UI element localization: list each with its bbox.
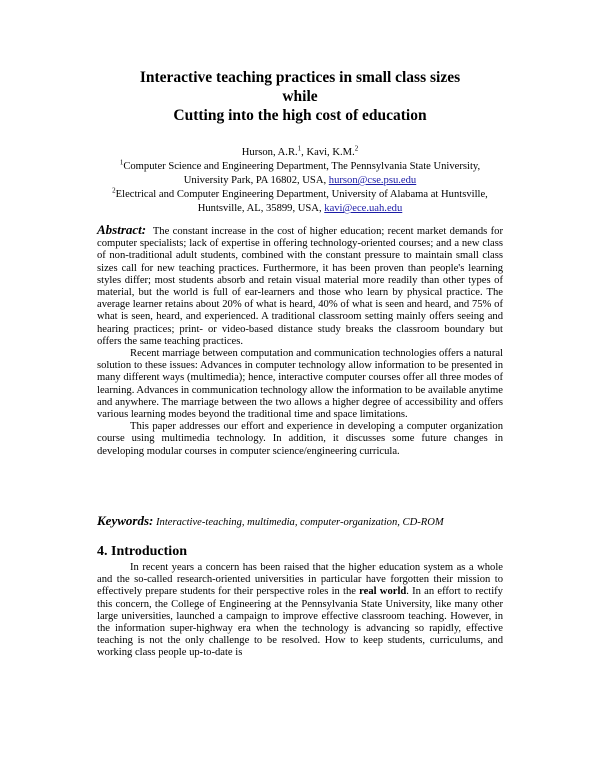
abstract-label: Abstract:	[97, 222, 147, 237]
email-link-kavi[interactable]: kavi@ece.uah.edu	[324, 203, 403, 214]
keywords-label: Keywords:	[97, 513, 154, 528]
affiliation-2-address: Huntsville, AL, 35899, USA, kavi@ece.uah.edu	[197, 203, 403, 214]
abstract-paragraph-3: This paper addresses our effort and experience in developing a computer organization course using multimedia technology. In addition, it discusses some future changes in developing modular courses in computer science/engineering curricula.	[97, 421, 503, 457]
affiliation-2: $^2$Electrical and Computer Engineering Department, University of Alabama at Huntsville,	[112, 186, 488, 200]
author-names: Hurson, A.R.$^1$, Kavi, K.M.$^2$	[241, 144, 359, 158]
keywords-text: Interactive-teaching, multimedia, computer-organization, CD-ROM	[156, 517, 444, 528]
affiliation-1-address: University Park, PA 16802, USA, hurson@cse.psu.edu	[183, 175, 417, 186]
keywords-line	[97, 513, 503, 529]
abstract-paragraph-1: Abstract: The constant increase in the cost of higher education; recent market demands for computer specialists; lack of expertise in offering technology-oriented courses; and a new class of non-traditional adult students, combined with the constant pressure to maintain small class sizes call for new teaching practices. Furthermore, it has been proven than people's learning styles differ; most students absorb and retain visual material more readily than other types of material, but the world is full of ear-learners and those who learn by physical practice. The average learner retains about 20% of what is heard, 40% of what is seen and heard, and 75% of what is seen, heard, and experienced. A traditional classroom setting mainly offers seeing and hearing practices; print- or video-based distance study breaks the classroom boundary but offers the same teaching practices.	[97, 222, 504, 347]
abstract-section	[97, 224, 503, 458]
author-block	[60, 146, 540, 216]
email-link-hurson[interactable]: hurson@cse.psu.edu	[328, 175, 417, 186]
introduction-section	[97, 562, 503, 660]
abstract-paragraph-2: Recent marriage between computation and communication technologies offers a natural solution to these issues: Advances in computer technology allow information to be presented in many different ways (multimedia); hence, interactive computer courses offer all three modes of learning. Advances in communication technology allow the information to be available anytime and anywhere. The marriage between the two allows a higher degree of accessibility and offers various learning modes beyond the traditional time and space limitations.	[97, 348, 503, 421]
affiliation-1: $^1$Computer Science and Engineering Department, The Pennsylvania State University,	[119, 158, 481, 172]
title-line-1: Interactive teaching practices in small class sizes	[139, 69, 461, 86]
section-heading-introduction: 4. Introduction	[97, 544, 187, 559]
emphasis-real-world: real world	[359, 586, 407, 598]
paper-title	[60, 68, 540, 125]
title-line-2: while	[282, 88, 318, 105]
introduction-paragraph-1: In recent years a concern has been raised that the higher education system as a whole and the so-called research-oriented universities in particular have forgotten their mission to effectively prepare students for their perspective roles in the real world. In an effort to rectify this concern, the College of Engineering at the Pennsylvania State University, like many other large universities, launched a campaign to improve effective classroom teaching. However, in the information super-highway era when the technology is advancing so rapidly, effective teaching is not the only challenge to be resolved. How to keep students, curriculums, and working class people up-to-date is	[97, 562, 503, 659]
title-line-3: Cutting into the high cost of education	[173, 107, 427, 124]
